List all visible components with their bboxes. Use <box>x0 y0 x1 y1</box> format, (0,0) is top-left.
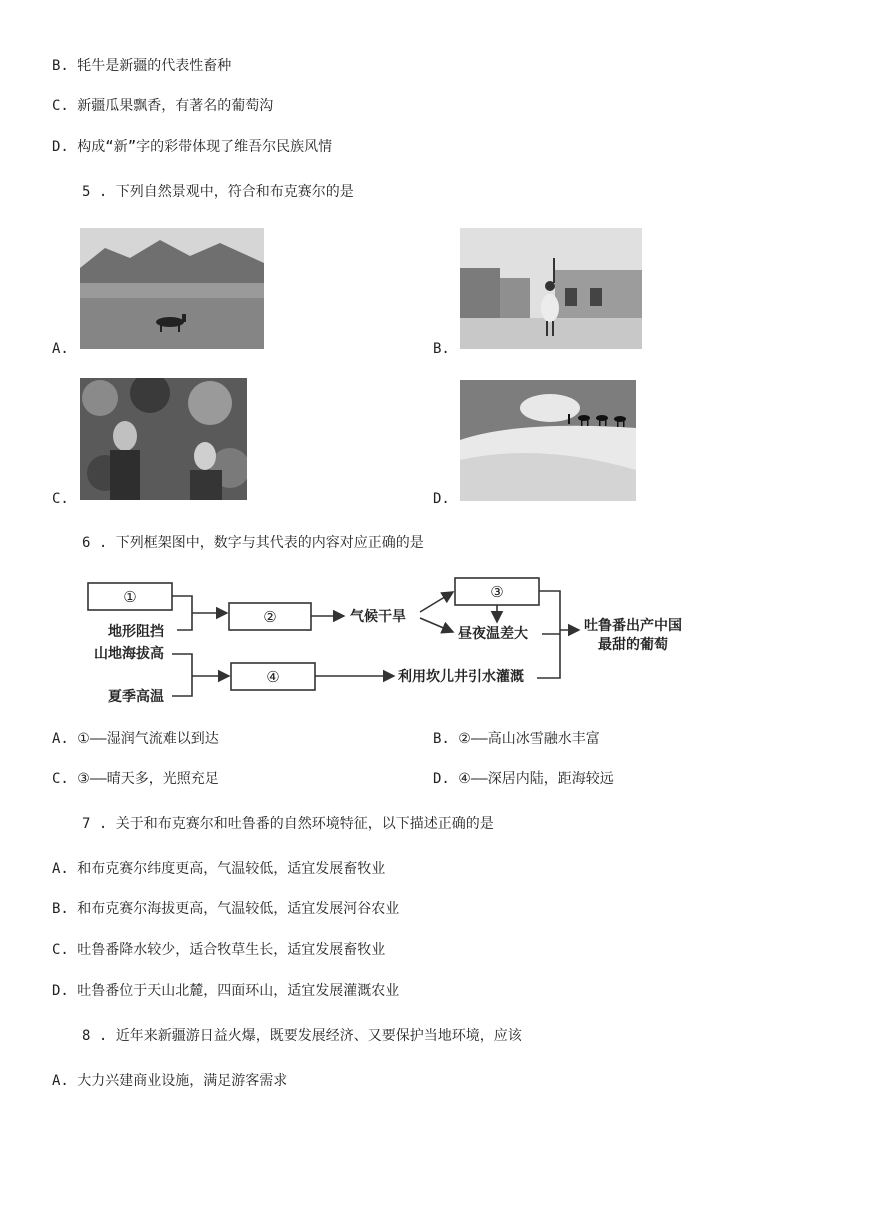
label-summer: 夏季高温 <box>108 689 164 705</box>
question-5-stem: 5 . 下列自然景观中，符合和布克赛尔的是 <box>82 184 354 200</box>
q5-image-c-women-grapevine <box>80 378 247 500</box>
q5-option-d-label: D. <box>433 491 450 507</box>
q7-option-a: A. 和布克赛尔纬度更高，气温较低，适宜发展畜牧业 <box>52 861 386 877</box>
label-n1: ① <box>123 588 137 606</box>
label-result-line1: 吐鲁番出产中国 <box>584 618 682 634</box>
q8-option-a: A. 大力兴建商业设施，满足游客需求 <box>52 1073 288 1089</box>
label-n2: ② <box>263 608 277 626</box>
q5-image-b-dancer-adobe-houses <box>460 228 642 349</box>
q6-option-a: A. ①——湿润气流难以到达 <box>52 731 219 747</box>
label-mountain: 山地海拔高 <box>94 646 164 662</box>
label-diurnal: 昼夜温差大 <box>458 626 528 642</box>
question-8-stem: 8 . 近年来新疆游日益火爆，既要发展经济、又要保护当地环境，应该 <box>82 1028 522 1044</box>
q7-option-c: C. 吐鲁番降水较少，适合牧草生长，适宜发展畜牧业 <box>52 942 386 958</box>
label-result-line2: 最甜的葡萄 <box>598 637 668 653</box>
label-n4: ④ <box>266 668 280 686</box>
q5-option-c-label: C. <box>52 491 69 507</box>
option-b: B. 牦牛是新疆的代表性畜种 <box>52 58 232 74</box>
q6-option-d: D. ④——深居内陆，距海较远 <box>433 771 614 787</box>
option-c: C. 新疆瓜果飘香，有著名的葡萄沟 <box>52 98 274 114</box>
question-6-stem: 6 . 下列框架图中，数字与其代表的内容对应正确的是 <box>82 535 424 551</box>
label-n3: ③ <box>490 583 504 601</box>
q6-option-c: C. ③——晴天多，光照充足 <box>52 771 219 787</box>
q7-option-d: D. 吐鲁番位于天山北麓，四面环山，适宜发展灌溉农业 <box>52 983 400 999</box>
q6-option-b: B. ②——高山冰雪融水丰富 <box>433 731 600 747</box>
label-irrigation: 利用坎儿井引水灌溉 <box>398 669 524 685</box>
q5-option-b-label: B. <box>433 341 450 357</box>
question-7-stem: 7 . 关于和布克赛尔和吐鲁番的自然环境特征，以下描述正确的是 <box>82 816 494 832</box>
q5-image-a-grassland-horse <box>80 228 264 349</box>
q5-option-a-label: A. <box>52 341 69 357</box>
label-terrain: 地形阻挡 <box>108 624 164 640</box>
q5-image-d-desert-camels <box>460 380 636 501</box>
label-climate: 气候干旱 <box>350 609 406 625</box>
q7-option-b: B. 和布克赛尔海拔更高，气温较低，适宜发展河谷农业 <box>52 901 400 917</box>
q6-flowchart-diagram <box>82 568 702 713</box>
option-d: D. 构成“新”字的彩带体现了维吾尔民族风情 <box>52 139 333 155</box>
